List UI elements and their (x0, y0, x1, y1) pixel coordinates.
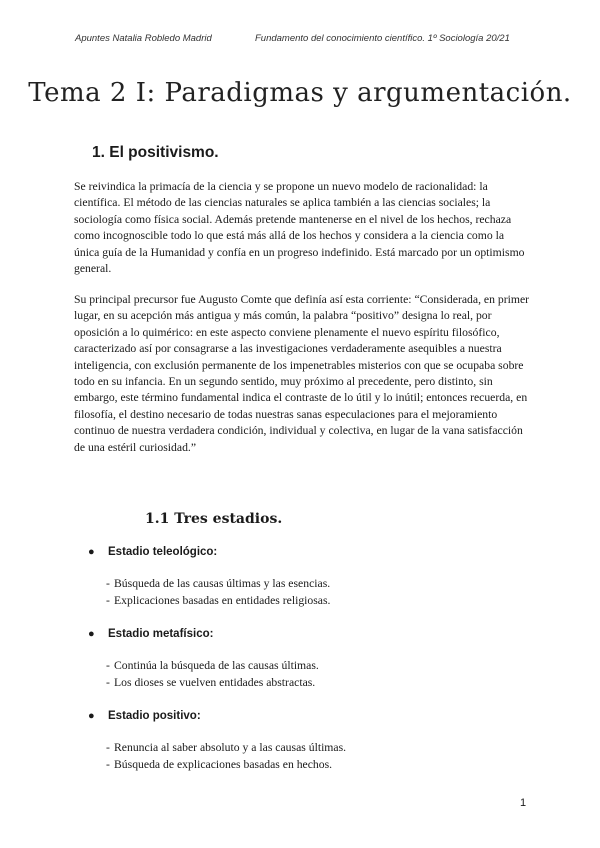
list-item: - Los dioses se vuelven entidades abstractas. (106, 676, 316, 689)
paragraph-comte: Su principal precursor fue Augusto Comte que definía así esta corriente: “Considerada, en primer lugar, en su acepción más antigua y más común, la palabra “positivo” designa lo real, por oposición a lo quimérico: en este aspecto conviene plenamente el nuevo espíritu filosófico, caracterizado así por consagrarse a las investigaciones verdaderamente asequibles a nuestra inteligencia, con exclusión permanente de los impenetrables misterios con que se ocupaba sobre todo en su infancia. En un segundo sentido, muy próximo al precedente, pero distinto, sin embargo, este término fundamental indica el contraste de lo útil y lo inútil; entonces recuerda, en filosofía, el destino necesario de todas nuestras sanas especulaciones para el mejoramiento continuo de nuestra verdadera condición, individual y colectiva, en lugar de la vana satisfacción de una estéril curiosidad.” (74, 293, 530, 454)
dash-icon: - (106, 659, 110, 672)
stage-title: Estadio positivo: (108, 710, 201, 722)
dash-icon: - (106, 758, 110, 771)
bullet-icon: ● (88, 628, 95, 640)
dash-icon: - (106, 676, 110, 689)
dash-icon: - (106, 741, 110, 754)
list-item: - Búsqueda de explicaciones basadas en hechos. (106, 758, 333, 771)
stage-positivo (88, 710, 528, 773)
stage-item-list (106, 739, 528, 773)
subsection-heading-tres-estadios: 1.1 Tres estadios. (145, 511, 283, 527)
header-course: Fundamento del conocimiento científico. 1º Sociología 20/21 (255, 33, 510, 44)
list-item: - Continúa la búsqueda de las causas últimas. (106, 659, 319, 672)
dash-icon: - (106, 577, 110, 590)
dash-icon: - (106, 594, 110, 607)
page-title: Tema 2 I: Paradigmas y argumentación. (28, 78, 572, 108)
stage-title: Estadio metafísico: (108, 628, 214, 640)
stage-metafisico (88, 628, 528, 691)
paragraph-intro: Se reivindica la primacía de la ciencia y se propone un nuevo modelo de racionalidad: la científica. El método de las ciencias naturales se aplica también a las ciencias sociales; la sociología como física social. Además pretende mantenerse en el nivel de los hechos, rechaza como incognoscible todo lo que está más allá de los hechos y considera a la ciencia como la única guía de la Humanidad y confía en un progreso indefinido. Está marcado por un optimismo general. (74, 180, 525, 276)
stage-item-list (106, 575, 528, 609)
list-item: - Renuncia al saber absoluto y a las causas últimas. (106, 741, 347, 754)
stage-item-list (106, 657, 528, 691)
section-heading-positivismo: 1. El positivismo. (92, 144, 219, 161)
page-number: 1 (520, 797, 527, 809)
bullet-icon: ● (88, 546, 95, 558)
stage-teleologico (88, 546, 528, 609)
header-author: Apuntes Natalia Robledo Madrid (75, 33, 212, 44)
list-item: - Explicaciones basadas en entidades religiosas. (106, 594, 331, 607)
stage-title: Estadio teleológico: (108, 546, 218, 558)
bullet-icon: ● (88, 710, 95, 722)
list-item: - Búsqueda de las causas últimas y las esencias. (106, 577, 331, 590)
